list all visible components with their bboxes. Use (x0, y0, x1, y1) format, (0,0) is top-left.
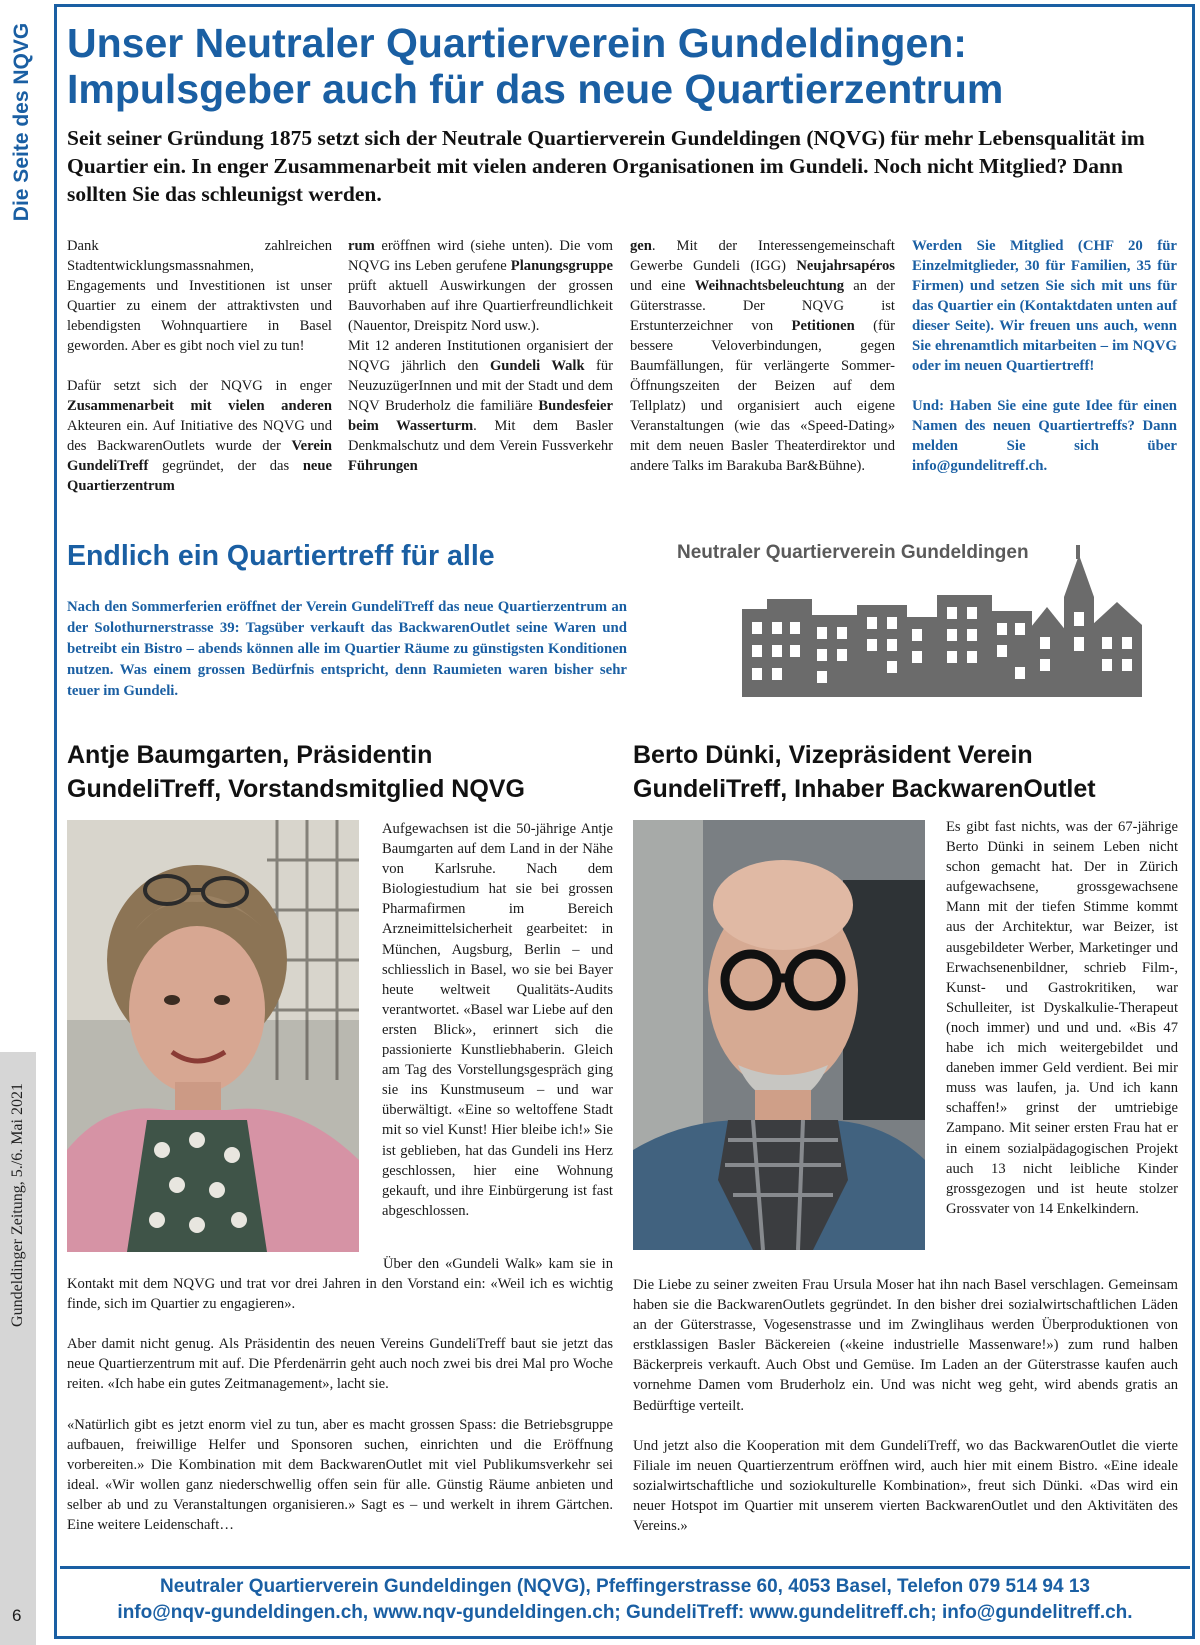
headline (67, 20, 1177, 112)
headline-line-1: Unser Neutraler Quartierverein Gundeldingen: (67, 20, 967, 66)
article-column-2 (348, 236, 613, 476)
name-contest-text: Und: Haben Sie eine gute Idee für einen Namen des neuen Quartiertreffs? Dann melden Sie sich über info@gundelitreff.ch. (912, 398, 1177, 474)
article-column-1 (67, 236, 332, 496)
footer-links: info@nqv-gundeldingen.ch, www.nqv-gundeldingen.ch; GundeliTreff: www.gundelitreff.ch; info@gundelitreff.ch. (117, 1602, 1133, 1623)
bio-paragraph: Die Liebe zu seiner zweiten Frau Ursula Moser hat ihn nach Basel verschlagen. Gemeinsam haben sie die BackwarenOutlets gegründet. In den bisher drei sozialwirtschaftlichen Läden an der Güterstrasse, Vogesenstrasse und im Zwinglihaus werden Überproduktionen von erstklassigen Basler Bäckereien («keine industrielle Massenware!») zum rund halben Bäckerpreis verkauft. Auch Obst und Gemüse. Im Laden an der Güterstrasse kaufen auch vornehme Damen vom Bruderholz ein. Und was nicht weg geht, wird abends gratis an Bedürftige verteilt. (633, 1277, 1178, 1414)
article-lead: Seit seiner Gründung 1875 setzt sich der Neutrale Quartierverein Gundeldingen (NQVG) für mehr Lebensqualität im Quartier ein. In enger Zusammenarbeit mit vielen anderen Organisationen im Gundeli. Noch nicht Mitglied? Dann sollten Sie das schleunigst werden. (67, 126, 1145, 206)
footer-divider (60, 1566, 1190, 1569)
column-paragraph: rum eröffnen wird (siehe unten). Die vom NQVG ins Leben gerufene Planungsgruppe prüft aktuell Auswirkungen der grossen Bauvorhaben auf ihre Quartierfreundlichkeit (Nauentor, Dreispitz Nord usw.). Mit 12 anderen Institutionen organisiert der NQVG jährlich den Gundeli Walk für NeuzuzügerInnen und mit der Stadt und dem NQV Bruderholz die familiäre Bundesfeier beim Wasserturm. Mit dem Basler Denkmalschutz und dem Verein Fussverkehr Führungen (348, 238, 613, 474)
article-column-3 (630, 236, 895, 476)
person-2-bio-main (633, 1275, 1178, 1556)
bio-paragraph: Aber damit nicht genug. Als Präsidentin des neuen Vereins GundeliTreff baut sie jetzt das neue Quartierzentrum mit auf. Die Pferdenärrin geht auch noch zwei bis drei Mal pro Woche reiten. «Ich habe ein gutes Zeitmanagement», lacht sie. (67, 1336, 613, 1393)
skyline-icon (672, 537, 1172, 697)
person-2-bio-side: Es gibt fast nichts, was der 67-jährige Berto Dünki in seinem Leben nicht schon gemacht hat. Der in Zürich aufgewachsene, grossgewachsene Mann mit der tiefen Stimme kommt aus der Architektur, war Beizer, ist ausgebildeter Werber, Marketinger und Erwachsenenbildner, schrieb Film-, Kunst- und Gastrokritiken, war Schulleiter, ist Dyskalkulie-Therapeut (noch immer) und und und. «Bis 47 habe ich mich weitergebildet und daneben immer Geld verdient. Bei mir muss was laufen, ja. Und ich kann schaffen!» grinst der umtriebige Zampano. Mit seiner ersten Frau hat er in einem sozialpädagogischen Projekt auch 13 nicht leibliche Kinder grossgezogen und ist heute stolzer Grossvater von 14 Enkelkindern. (946, 819, 1178, 1217)
section-title: Endlich ein Quartiertreff für alle (67, 540, 495, 572)
logo-text: Neutraler Quartierverein Gundeldingen (677, 542, 1029, 563)
person-2-title: Berto Dünki, Vizepräsident Verein GundeliTreff, Inhaber BackwarenOutlet (633, 741, 1096, 803)
person-1-bio-main (67, 1254, 613, 1555)
person-1-title: Antje Baumgarten, Präsidentin GundeliTreff, Vorstandsmitglied NQVG (67, 741, 525, 803)
footer-contact (60, 1574, 1190, 1626)
person-2-photo (633, 820, 925, 1250)
headline-line-2: Impulsgeber auch für das neue Quartierzentrum (67, 66, 1004, 112)
column-paragraph: Dank zahlreichen Stadtentwicklungsmassnahmen, Engagements und Investitionen ist unser Quartier zu einem der attraktivsten und lebendigsten Wohnquartiere in Basel geworden. Aber es gibt noch viel zu tun! (67, 238, 332, 354)
bio-paragraph: Und jetzt also die Kooperation mit dem GundeliTreff, wo das BackwarenOutlet die vierte Filiale im neuen Quartierzentrum eröffnen wird, auch hier mit einem Bistro. «Eine ideale sozialwirtschaftliche und soziokulturelle Kombination», freut sich Dünki. «Das wird ein neuer Hotspot im Quartier mit unserem vierten BackwarenOutlet und den Aktivitäten des Vereins.» (633, 1437, 1178, 1535)
person-1-photo (67, 820, 359, 1252)
bio-paragraph: «Natürlich gibt es jetzt enorm viel zu tun, aber es macht grossen Spass: die Betriebsgruppe aufbauen, freiwillige Helfer und Sponsoren suchen, einrichten und die Eröffnung vorbereiten.» Die Kombination mit dem BackwarenOutlet mit viel Publikumsverkehr sei ideal. «Wir wollen ganz niederschwellig offen sein für alle. Günstig Räume anbieten und selber ab und zu Veranstaltungen organisieren.» Sagt es – und werkelt in ihrem Gärtchen. Eine weitere Leidenschaft… (67, 1416, 613, 1534)
footer-address: Neutraler Quartierverein Gundeldingen (NQVG), Pfeffingerstrasse 60, 4053 Basel, Telefon 079 514 94 13 (160, 1576, 1090, 1597)
section-label: Die Seite des NQVG (10, 22, 33, 222)
page-number: 6 (12, 1606, 22, 1625)
membership-callout (912, 236, 1177, 476)
nqvg-logo (672, 537, 1172, 697)
issue-label: Gundeldinger Zeitung, 5./6. Mai 2021 (9, 1083, 26, 1327)
membership-text: Werden Sie Mitglied (CHF 20 für Einzelmitglieder, 30 für Familien, 35 für Firmen) und setzen Sie sich mit uns für das Quartier ein (Kontaktdaten unten auf dieser Seite). Wir freuen uns auch, wenn Sie ehrenamtlich mitarbeiten – im NQVG oder im neuen Quartiertreff! (912, 238, 1177, 374)
column-paragraph: Dafür setzt sich der NQVG in enger Zusammenarbeit mit vielen anderen Akteuren ein. Auf Initiative des NQVG und des BackwarenOutlets wurde der Verein GundeliTreff gegründet, der das neue Quartierzentrum (67, 378, 332, 494)
person-1-bio-side: Aufgewachsen ist die 50-jährige Antje Baumgarten auf dem Land in der Nähe von Karlsruhe. Nach dem Biologiestudium hat sie bei grossen Pharmafirmen im Bereich Arzneimittelsicherheit gearbeitet: in München, Augsburg, Berlin – und schliesslich in Basel, wo sie bei Bayer heute weltweit Qualitäts-Audits verantwortet. «Basel war Liebe auf den ersten Blick», erinnert sich die passionierte Kunstliebhaberin. Gleich am Tag des Vorstellungsgespräch ging sie ins Kunstmuseum – und war überwältigt. «Eine so weltoffene Stadt mit so viel Kunst! Hier bleibe ich!» Sie ist geblieben, hat das Gundeli ins Herz geschlossen, hier eine Wohnung gekauft, und ihre Einbürgerung ist fast abgeschlossen. (382, 821, 613, 1219)
column-paragraph: gen. Mit der Interessengemeinschaft Gewerbe Gundeli (IGG) Neujahrsapéros und eine Weihnachtsbeleuchtung an der Güterstrasse. Der NQVG ist Erstunterzeichner von Petitionen (für bessere Veloverbindungen, gegen Baumfällungen, für verlängerte Sommer-Öffnungszeiten der Beizen auf dem Tellplatz) und organisiert auch eigene Veranstaltungen (wie das «Speed-Dating» mit dem neuen Basler Theaterdirektor und andere Talks im Barakuba Bar&Bühne). (630, 238, 895, 474)
section-lead: Nach den Sommerferien eröffnet der Verein GundeliTreff das neue Quartierzentrum an der Solothurnerstrasse 39: Tagsüber verkauft das BackwarenOutlet seine Waren und betreibt ein Bistro – abends können alle im Quartier Räume zu günstigsten Konditionen nutzen. Was einem grossen Bedürfnis entspricht, denn Raumieten waren bisher sehr teuer im Gundeli. (67, 599, 627, 699)
bio-paragraph: Über den «Gundeli Walk» kam sie in Kontakt mit dem NQVG und trat vor drei Jahren in den Vorstand ein: «Weil ich es wichtig finde, sich im Quartier zu engagieren». (67, 1256, 613, 1313)
